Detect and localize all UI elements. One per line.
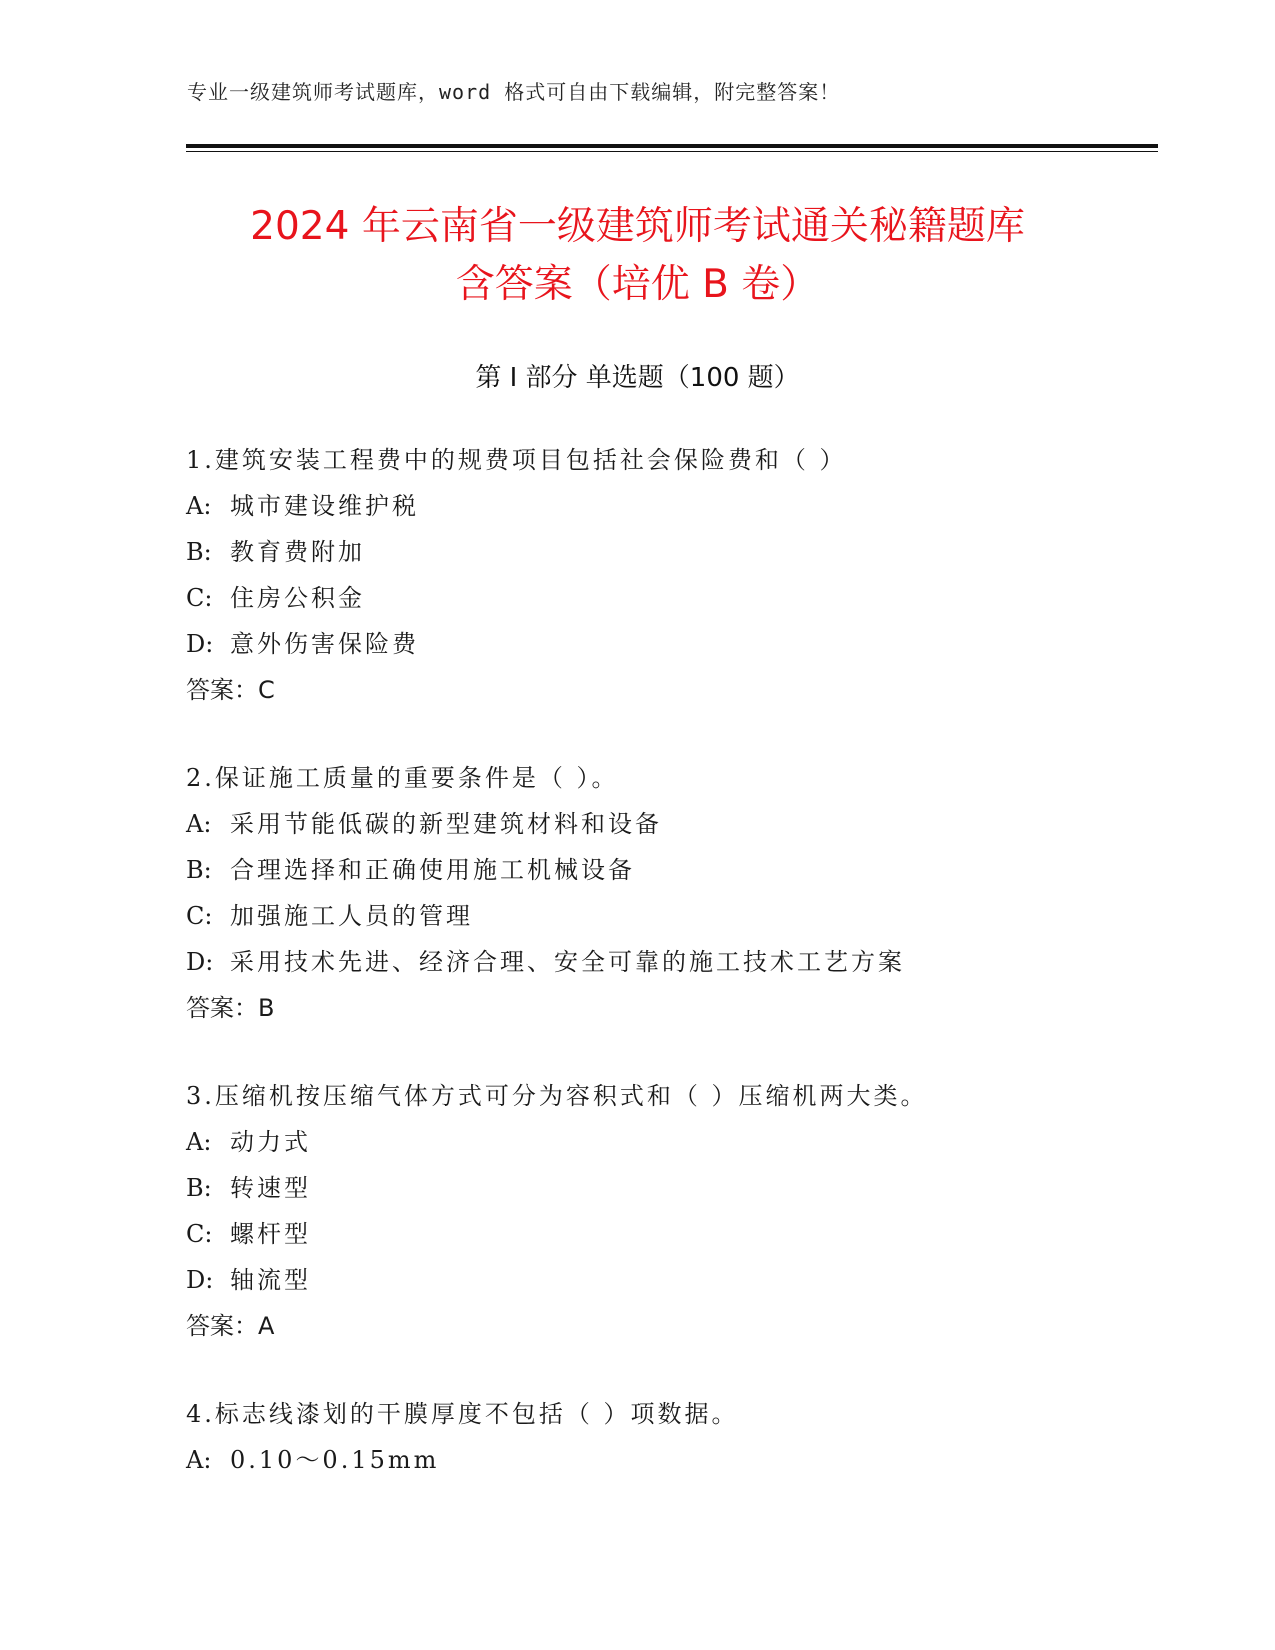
header-rule-thick: [186, 144, 1158, 148]
option-c: [186, 1211, 1146, 1257]
question-stem: 4.标志线漆划的干膜厚度不包括（ ）项数据。: [186, 1400, 739, 1428]
option-text: 螺杆型: [230, 1220, 311, 1248]
option-d: [186, 621, 1146, 667]
option-text: 合理选择和正确使用施工机械设备: [230, 856, 635, 884]
document-title-line-1: 2024 年云南省一级建筑师考试通关秘籍题库: [250, 204, 1025, 249]
option-a: [186, 1437, 1146, 1483]
option-text: 动力式: [230, 1128, 311, 1156]
question-stem: 1.建筑安装工程费中的规费项目包括社会保险费和（ ）: [186, 446, 847, 474]
option-a: [186, 483, 1146, 529]
question-2: [186, 755, 1146, 1031]
option-key: C:: [186, 584, 213, 612]
option-d: [186, 1257, 1146, 1303]
option-text: 教育费附加: [230, 538, 365, 566]
option-a: [186, 1119, 1146, 1165]
option-key: C:: [186, 902, 213, 930]
option-b: [186, 529, 1146, 575]
option-key: A:: [186, 1128, 212, 1156]
option-key: D:: [186, 1266, 214, 1294]
option-text: 转速型: [230, 1174, 311, 1202]
document-title: [0, 198, 1275, 314]
option-b: [186, 1165, 1146, 1211]
question-4: [186, 1391, 1146, 1483]
option-key: B:: [186, 538, 212, 566]
question-1: [186, 437, 1146, 713]
header-note: 专业一级建筑师考试题库，word 格式可自由下载编辑，附完整答案！: [187, 80, 841, 104]
question-list: [186, 437, 1146, 1525]
option-key: B:: [186, 856, 212, 884]
header-rule-thin: [186, 151, 1158, 152]
answer-line: 答案：A: [186, 1312, 275, 1340]
option-text: 意外伤害保险费: [230, 630, 419, 658]
answer-line: 答案：B: [186, 994, 275, 1022]
section-title: 第 I 部分 单选题（100 题）: [475, 363, 800, 393]
option-text: 采用节能低碳的新型建筑材料和设备: [230, 810, 662, 838]
option-text: 住房公积金: [230, 584, 365, 612]
option-text: 城市建设维护税: [230, 492, 419, 520]
option-d: [186, 939, 1146, 985]
option-text: 采用技术先进、经济合理、安全可靠的施工技术工艺方案: [230, 948, 905, 976]
option-key: B:: [186, 1174, 212, 1202]
option-key: A:: [186, 1446, 212, 1474]
option-c: [186, 893, 1146, 939]
option-key: A:: [186, 810, 212, 838]
option-text: 加强施工人员的管理: [230, 902, 473, 930]
option-text: 轴流型: [230, 1266, 311, 1294]
option-key: D:: [186, 948, 214, 976]
option-b: [186, 847, 1146, 893]
option-c: [186, 575, 1146, 621]
document-title-line-2: 含答案（培优 B 卷）: [455, 262, 820, 307]
question-3: [186, 1073, 1146, 1349]
option-key: A:: [186, 492, 212, 520]
option-a: [186, 801, 1146, 847]
option-key: C:: [186, 1220, 213, 1248]
option-key: D:: [186, 630, 214, 658]
question-stem: 2.保证施工质量的重要条件是（ ）。: [186, 764, 619, 792]
answer-line: 答案：C: [186, 676, 275, 704]
question-stem: 3.压缩机按压缩气体方式可分为容积式和（ ）压缩机两大类。: [186, 1082, 928, 1110]
option-text: 0.10～0.15mm: [230, 1446, 440, 1474]
